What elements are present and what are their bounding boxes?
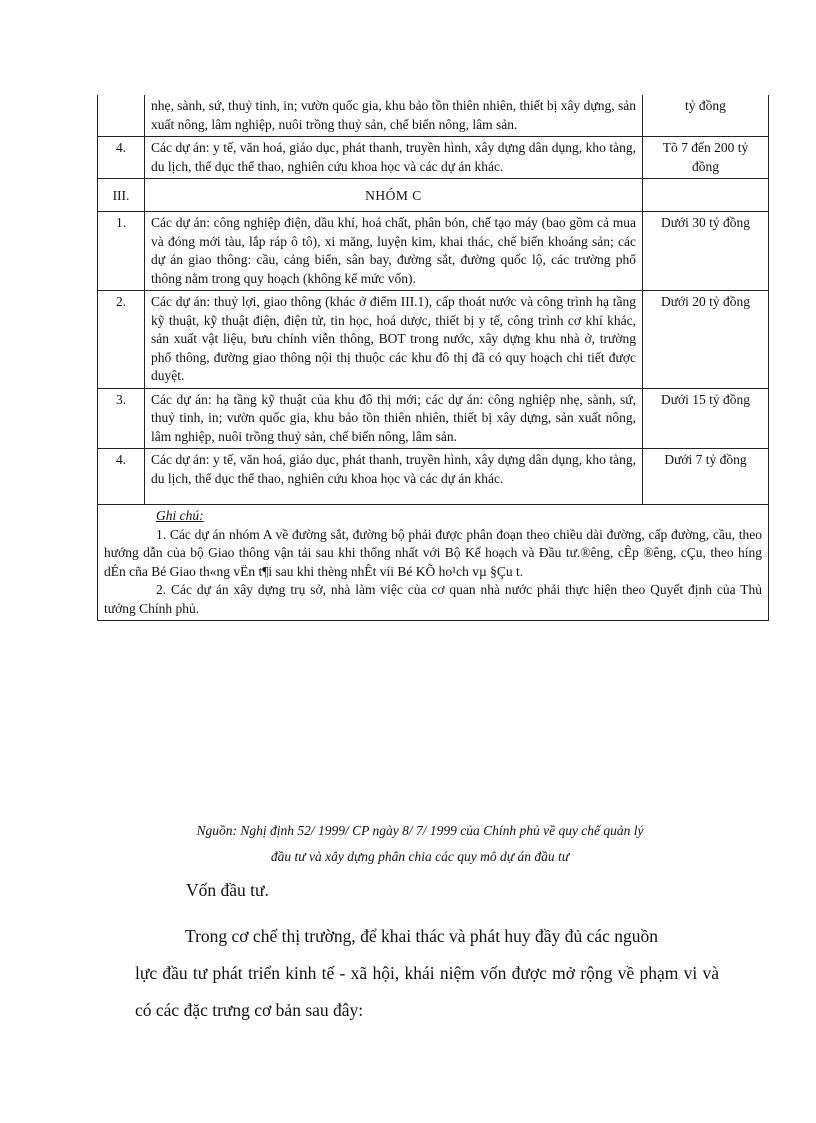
row-number [98, 95, 145, 137]
note-item: 1. Các dự án nhóm A về đường sắt, đường bộ phải được phân đoạn theo chiều dài đường, cấp đường, cầu, theo hướng dẫn của bộ Giao thông vận tải sau khi thống nhất với Bộ Kế hoạch và Đầu tư.®êng, cÊp ®êng, cÇu, theo híng dÉn cña Bé Giao th«ng vËn t¶i sau khi thèng nhÊt víi Bé KÕ ho¹ch vµ §Çu t. [104, 526, 762, 579]
row-number: 1. [98, 212, 145, 291]
table-row [98, 291, 769, 389]
source-citation [120, 818, 720, 870]
row-number: 4. [98, 449, 145, 505]
project-classification-table [97, 95, 769, 621]
paragraph-continuation: lực đầu tư phát triển kinh tế - xã hội, khái niệm vốn được mở rộng về phạm vi và có các đặc trưng cơ bản sau đây: [135, 963, 719, 1020]
row-description: Các dự án: hạ tầng kỹ thuật của khu đô thị mới; các dự án: công nghiệp nhẹ, sành, sứ, thuỷ tinh, in; vườn quốc gia, khu bảo tồn thiên nhiên, thiết bị xây dựng, sản xuất nông, lâm nghiệp, nuôi trồng thuỷ sản, chế biến nông, lâm sản. [145, 388, 643, 449]
row-description: Các dự án: thuỷ lợi, giao thông (khác ở điểm III.1), cấp thoát nước và công trình hạ tầng kỹ thuật, kỹ thuật điện, điện tử, tin học, hoá dược, thiết bị y tế, công trình cơ khí khác, sản xuất vật liệu, bưu chính viễn thông, BOT trong nước, xây dựng khu nhà ở, trường phổ thông, đường giao thông nội thị thuộc các khu đô thị đã có quy hoạch chi tiết được duyệt. [145, 291, 643, 389]
paragraph-first-line: Trong cơ chế thị trường, để khai thác và phát huy đầy đủ các nguồn [185, 926, 658, 946]
row-number: 3. [98, 388, 145, 449]
source-line: đầu tư và xây dựng phân chia các quy mô dự án đầu tư [270, 849, 570, 864]
notes-row [98, 505, 769, 621]
row-number: 4. [98, 137, 145, 179]
row-capital: Dưới 30 tỷ đồng [643, 212, 769, 291]
row-description: Các dự án: y tế, văn hoá, giáo dục, phát thanh, truyền hình, xây dựng dân dụng, kho tàng, du lịch, thể dục thể thao, nghiên cứu khoa học và các dự án khác. [145, 137, 643, 179]
table-row [98, 212, 769, 291]
notes-title: Ghi chú: [156, 508, 204, 523]
section-heading: Vốn đầu tư. [186, 880, 269, 900]
row-description: nhẹ, sành, sứ, thuỷ tinh, in; vườn quốc gia, khu bảo tồn thiên nhiên, thiết bị xây dựng, sản xuất nông, lâm nghiệp, nuôi trồng thuỷ sản, chế biến nông, lâm sản. [145, 95, 643, 137]
group-empty-cell [643, 179, 769, 212]
row-capital: tỷ đồng [643, 95, 769, 137]
note-item: 2. Các dự án xây dựng trụ sở, nhà làm việc của cơ quan nhà nước phải thực hiện theo Quyết định của Thủ tướng Chính phủ. [104, 582, 762, 616]
row-capital: Dưới 20 tỷ đồng [643, 291, 769, 389]
notes-cell [98, 505, 769, 621]
body-paragraph [135, 918, 719, 1029]
row-capital: Dưới 7 tỷ đồng [643, 449, 769, 505]
group-number: III. [98, 179, 145, 212]
table-row [98, 388, 769, 449]
table-row [98, 137, 769, 179]
source-line: Nguồn: Nghị định 52/ 1999/ CP ngày 8/ 7/ 1999 của Chính phủ về quy chế quản lý [196, 823, 644, 838]
group-header-row [98, 179, 769, 212]
row-description: Các dự án: công nghiệp điện, dầu khí, hoá chất, phân bón, chế tạo máy (bao gồm cả mua và đóng mới tàu, lắp ráp ô tô), xi măng, luyện kim, khai thác, chế biến khoáng sản; các dự án giao thông: cầu, cảng biển, sân bay, đường sắt, đường quốc lộ, các trường phổ thông nằm trong quy hoạch (không kể mức vốn). [145, 212, 643, 291]
group-title: NHÓM C [145, 179, 643, 212]
table-row [98, 449, 769, 505]
row-capital: Dưới 15 tỷ đồng [643, 388, 769, 449]
row-description: Các dự án: y tế, văn hoá, giáo dục, phát thanh, truyền hình, xây dựng dân dụng, kho tàng, du lịch, thể dục thể thao, nghiên cứu khoa học và các dự án khác. [145, 449, 643, 505]
row-capital: Tõ 7 đến 200 tỷ đồng [643, 137, 769, 179]
row-number: 2. [98, 291, 145, 389]
table-row [98, 95, 769, 137]
